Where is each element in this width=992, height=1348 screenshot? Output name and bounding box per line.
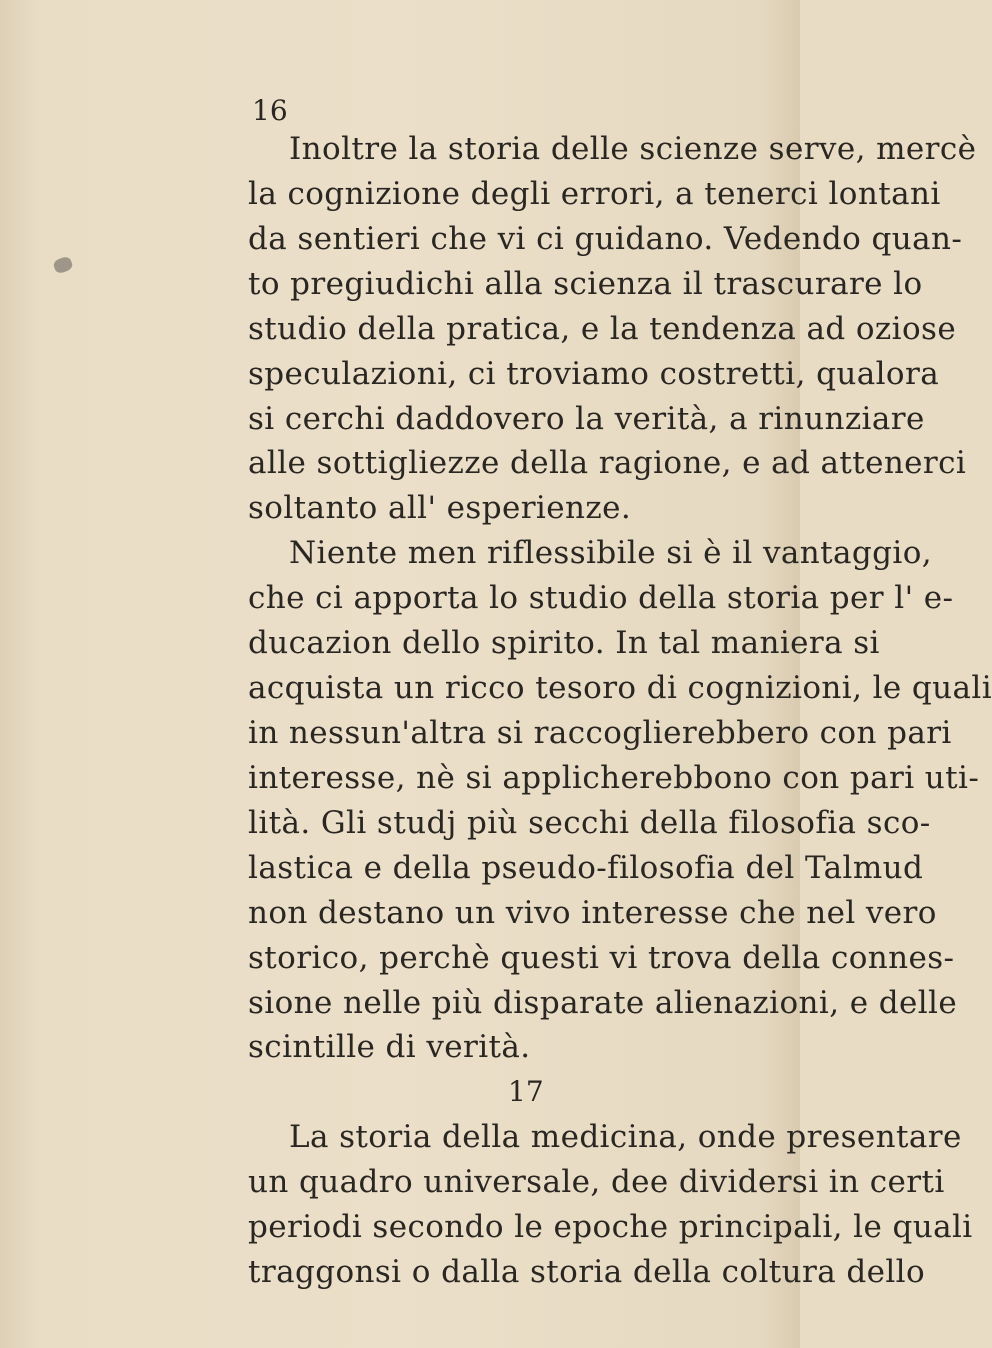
text-line: un quadro universale, dee dividersi in certi: [248, 1164, 945, 1201]
text-line: speculazioni, ci troviamo costretti, qualora: [248, 355, 940, 392]
ink-spot: [52, 255, 74, 274]
text-line: Inoltre la storia delle scienze serve, mercè: [289, 131, 977, 167]
text-line: soltanto all' esperienze.: [248, 490, 632, 527]
text-line: traggonsi o dalla storia della coltura dello: [248, 1254, 926, 1291]
text-line: non destano un vivo interesse che nel vero: [248, 894, 937, 931]
text-line: scintille di verità.: [248, 1029, 531, 1066]
text-line: lastica e della pseudo-filosofia del Talmud: [248, 849, 924, 886]
text-line: Niente men riflessibile si è il vantaggio,: [289, 535, 933, 572]
text-line: alle sottigliezze della ragione, e ad attenerci: [248, 445, 967, 482]
text-line: che ci apporta lo studio della storia per l' e-: [248, 580, 954, 617]
text-line: in nessun'altra si raccoglierebbero con pari: [248, 715, 952, 751]
text-line: studio della pratica, e la tendenza ad oziose: [248, 310, 957, 347]
text-line: ducazion dello spirito. In tal maniera si: [248, 625, 880, 662]
section-number: 17: [508, 1075, 544, 1109]
text-line: da sentieri che vi ci guidano. Vedendo quan-: [248, 220, 963, 257]
text-line: acquista un ricco tesoro di cognizioni, le quali: [248, 670, 992, 707]
text-line: lità. Gli studj più secchi della filosofia sco-: [248, 804, 931, 841]
text-line: storico, perchè questi vi trova della connes-: [248, 939, 955, 976]
text-line: sione nelle più disparate alienazioni, e delle: [248, 984, 958, 1021]
page-number: 16: [252, 94, 288, 127]
text-line: to pregiudichi alla scienza il trascurare lo: [248, 265, 923, 302]
text-line: interesse, nè si applicherebbono con pari uti-: [248, 759, 980, 796]
text-line: la cognizione degli errori, a tenerci lontani: [248, 175, 941, 212]
text-line: La storia della medicina, onde presentare: [289, 1119, 962, 1156]
text-line: periodi secondo le epoche principali, le quali: [248, 1209, 973, 1246]
text-line: si cerchi daddovero la verità, a rinunziare: [248, 400, 925, 437]
